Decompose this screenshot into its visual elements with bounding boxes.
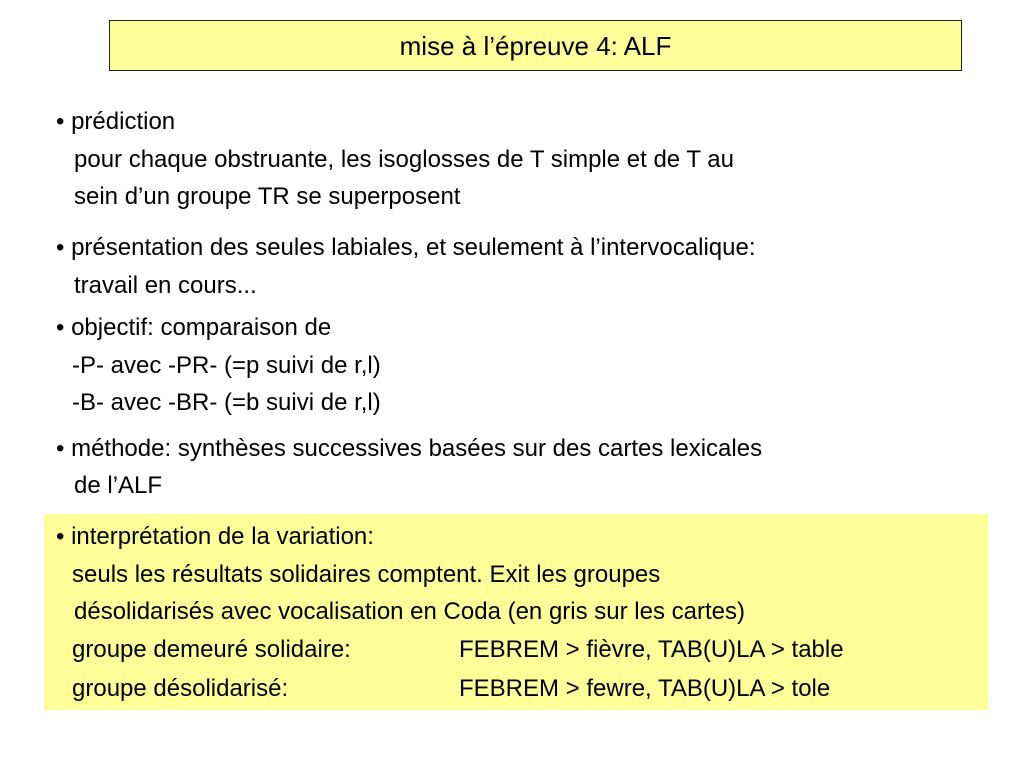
title-box [109, 20, 962, 71]
bullet-icon: • [56, 234, 65, 261]
interpretation-label: interprétation de la variation: [71, 523, 374, 550]
bullet-presentation [56, 234, 756, 262]
objectif-line-1: -P- avec -PR- (=p suivi de r,l) [72, 352, 381, 379]
objectif-label: objectif: comparaison de [71, 314, 332, 341]
prediction-line-1: pour chaque obstruante, les isoglosses de T simple et de T au [74, 146, 734, 173]
bullet-objectif [56, 314, 331, 342]
presentation-line-2: travail en cours... [74, 272, 257, 299]
prediction-label: prédiction [71, 108, 176, 135]
bullet-icon: • [56, 314, 65, 341]
bullet-interpretation [56, 523, 374, 551]
presentation-line-1: présentation des seules labiales, et seulement à l’intervocalique: [71, 234, 756, 261]
bullet-icon: • [56, 435, 65, 462]
row-solidaire-example: FEBREM > fièvre, TAB(U)LA > table [459, 636, 844, 663]
bullet-prediction [56, 108, 175, 136]
methode-line-1: méthode: synthèses successives basées sur des cartes lexicales [71, 435, 763, 462]
row-solidaire-label: groupe demeuré solidaire: [72, 636, 351, 663]
interpretation-line-2: désolidarisés avec vocalisation en Coda (en gris sur les cartes) [74, 598, 745, 625]
bullet-icon: • [56, 523, 65, 550]
prediction-line-2: sein d’un groupe TR se superposent [74, 183, 461, 210]
interpretation-line-1: seuls les résultats solidaires comptent. Exit les groupes [72, 561, 661, 588]
methode-line-2: de l’ALF [74, 472, 163, 499]
slide-title: mise à l’épreuve 4: ALF [399, 30, 672, 61]
bullet-methode [56, 435, 762, 463]
row-desolidarise-label: groupe désolidarisé: [72, 675, 289, 702]
objectif-line-2: -B- avec -BR- (=b suivi de r,l) [72, 389, 381, 416]
bullet-icon: • [56, 108, 65, 135]
row-desolidarise-example: FEBREM > fewre, TAB(U)LA > tole [459, 675, 831, 702]
